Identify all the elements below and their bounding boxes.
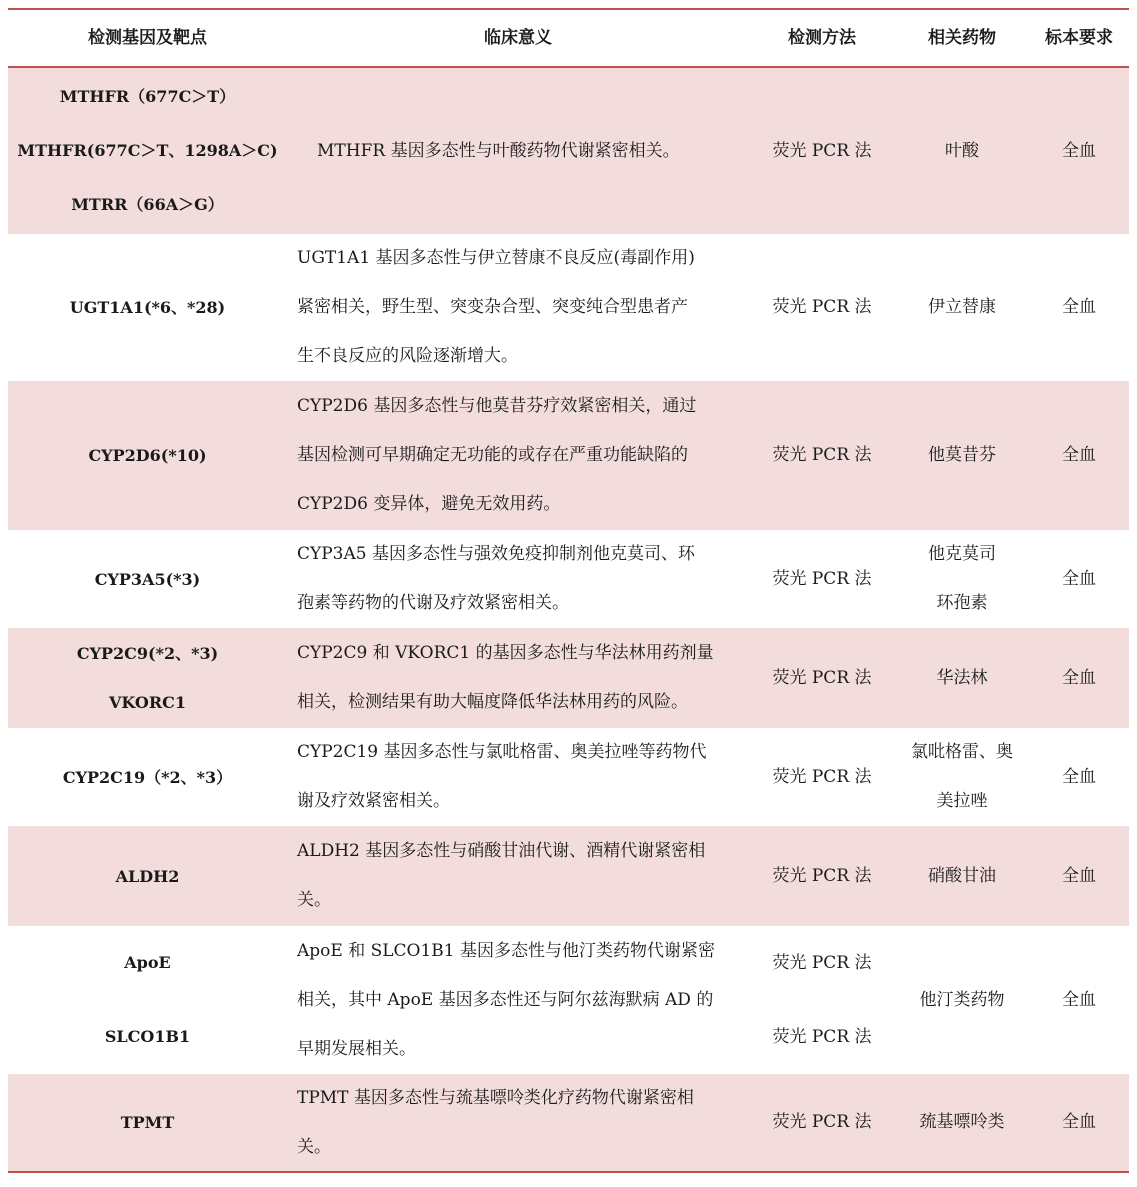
meaning-line: 生不良反应的风险逐渐增大。 [297,346,518,366]
method-cell [749,628,895,728]
specimen-cell [1029,728,1129,826]
drug-cell [895,68,1029,234]
gene-name: ApoE [124,953,171,972]
specimen-text: 全血 [1062,297,1096,317]
gene-cell [8,926,287,1074]
method-cell [749,926,895,1074]
method-text: 荧光 PCR 法 [772,1112,872,1132]
drug-cell [895,381,1029,530]
drug-text: 氯吡格雷、奥 [911,742,1013,762]
meaning-line: TPMT 基因多态性与巯基嘌呤类化疗药物代谢紧密相 [297,1087,694,1108]
drug-text: 巯基嘌呤类 [919,1112,1005,1132]
table-row [8,234,1129,381]
meaning-cell [287,926,749,1074]
meaning-line: 相关，其中 ApoE 基因多态性还与阿尔兹海默病 AD 的 [297,989,714,1010]
method-cell [749,826,895,926]
specimen-text: 全血 [1062,445,1096,465]
meaning-line: 孢素等药物的代谢及疗效紧密相关。 [297,593,569,613]
method-text: 荧光 PCR 法 [772,568,872,589]
gene-cell [8,68,287,234]
gene-name: TPMT [120,1113,175,1132]
table-row [8,826,1129,926]
drug-cell [895,530,1029,628]
table-header [8,10,1129,66]
table-row [8,381,1129,530]
meaning-line: CYP2C19 基因多态性与氯吡格雷、奥美拉唑等药物代 [297,742,707,762]
method-cell [749,530,895,628]
table-row [8,628,1129,728]
table-row [8,68,1129,234]
specimen-cell [1029,530,1129,628]
table-row [8,926,1129,1074]
specimen-text: 全血 [1062,667,1096,688]
method-text: 荧光 PCR 法 [772,953,872,973]
meaning-cell [287,728,749,826]
gene-name: MTHFR（677C＞T） [59,87,236,106]
meaning-line: ALDH2 基因多态性与硝酸甘油代谢、酒精代谢紧密相 [297,841,706,861]
gene-cell [8,381,287,530]
method-text: 荧光 PCR 法 [772,140,872,161]
drug-text: 他汀类药物 [919,989,1005,1010]
gene-name: VKORC1 [109,693,186,712]
method-text: 荧光 PCR 法 [772,766,872,787]
specimen-cell [1029,234,1129,381]
drug-cell [895,926,1029,1074]
specimen-cell [1029,381,1129,530]
gene-cell [8,1074,287,1171]
method-cell [749,728,895,826]
meaning-cell [287,381,749,530]
drug-cell [895,234,1029,381]
meaning-line: 关。 [297,890,331,910]
meaning-line: MTHFR 基因多态性与叶酸药物代谢紧密相关。 [317,140,680,161]
method-cell [749,234,895,381]
drug-text: 美拉唑 [936,791,988,811]
specimen-text: 全血 [1062,989,1096,1010]
specimen-cell [1029,926,1129,1074]
meaning-line: CYP3A5 基因多态性与强效免疫抑制剂他克莫司、环 [297,544,695,564]
gene-cell [8,728,287,826]
header-method: 检测方法 [788,27,856,48]
drug-cell [895,728,1029,826]
meaning-cell [287,234,749,381]
drug-cell [895,628,1029,728]
gene-name: UGT1A1(*6、*28) [69,298,226,317]
method-text: 荧光 PCR 法 [772,445,872,465]
specimen-cell [1029,1074,1129,1171]
meaning-line: ApoE 和 SLCO1B1 基因多态性与他汀类药物代谢紧密 [297,940,716,961]
gene-cell [8,628,287,728]
gene-name: SLCO1B1 [104,1027,191,1046]
table-row [8,1074,1129,1171]
header-drugs: 相关药物 [928,27,996,48]
meaning-line: 谢及疗效紧密相关。 [297,791,450,811]
method-cell [749,381,895,530]
drug-cell [895,1074,1029,1171]
meaning-line: 早期发展相关。 [297,1038,416,1059]
gene-name: CYP3A5(*3) [94,569,201,589]
specimen-text: 全血 [1062,140,1096,161]
method-cell [749,68,895,234]
meaning-line: 紧密相关，野生型、突变杂合型、突变纯合型患者产 [297,297,688,317]
meaning-line: 关。 [297,1136,331,1157]
meaning-cell [287,68,749,234]
header-genes: 检测基因及靶点 [88,27,207,48]
specimen-text: 全血 [1062,1112,1096,1132]
gene-test-table [8,8,1129,1173]
method-text: 荧光 PCR 法 [772,865,872,886]
method-text: 荧光 PCR 法 [772,297,872,317]
specimen-cell [1029,628,1129,728]
drug-text: 伊立替康 [928,297,996,317]
table-row [8,728,1129,826]
method-text: 荧光 PCR 法 [772,1027,872,1047]
method-cell [749,1074,895,1171]
meaning-line: 相关，检测结果有助大幅度降低华法林用药的风险。 [297,692,688,712]
table-row [8,530,1129,628]
specimen-cell [1029,68,1129,234]
method-text: 荧光 PCR 法 [772,667,872,688]
meaning-cell [287,530,749,628]
gene-name: CYP2D6(*10) [88,446,207,465]
gene-cell [8,826,287,926]
meaning-line: 基因检测可早期确定无功能的或存在严重功能缺陷的 [297,445,688,465]
gene-name: MTRR（66A＞G） [71,195,224,214]
meaning-cell [287,826,749,926]
header-meaning: 临床意义 [484,27,552,48]
meaning-line: CYP2C9 和 VKORC1 的基因多态性与华法林用药剂量 [297,643,714,663]
gene-name: ALDH2 [115,866,180,886]
meaning-cell [287,1074,749,1171]
meaning-cell [287,628,749,728]
drug-text: 叶酸 [945,140,979,161]
meaning-line: CYP2D6 变异体，避免无效用药。 [297,494,561,514]
gene-cell [8,234,287,381]
gene-cell [8,530,287,628]
drug-text: 环孢素 [936,593,988,613]
specimen-text: 全血 [1062,568,1096,589]
gene-name: MTHFR(677C＞T、1298A＞C) [17,141,278,160]
drug-text: 他克莫司 [928,544,996,564]
drug-text: 硝酸甘油 [928,865,996,886]
specimen-text: 全血 [1062,865,1096,886]
meaning-line: UGT1A1 基因多态性与伊立替康不良反应(毒副作用) [297,248,695,268]
gene-name: CYP2C19（*2、*3） [62,767,233,787]
specimen-text: 全血 [1062,766,1096,787]
gene-name: CYP2C9(*2、*3) [76,644,219,663]
drug-text: 他莫昔芬 [928,445,996,465]
drug-cell [895,826,1029,926]
specimen-cell [1029,826,1129,926]
drug-text: 华法林 [936,667,988,688]
header-specimen: 标本要求 [1045,27,1113,48]
meaning-line: CYP2D6 基因多态性与他莫昔芬疗效紧密相关，通过 [297,396,697,416]
